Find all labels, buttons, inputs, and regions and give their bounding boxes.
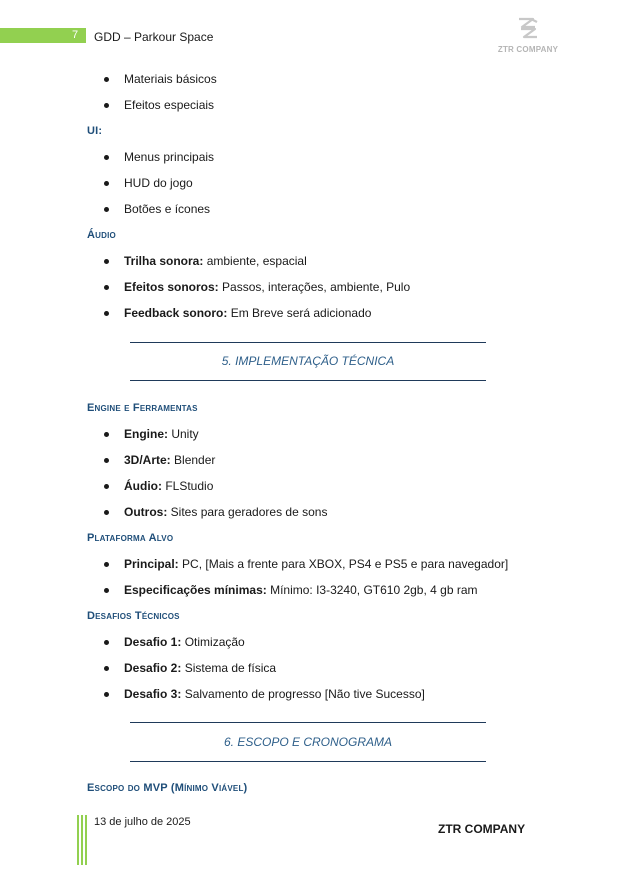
bullet-icon bbox=[104, 510, 109, 515]
bullet-icon bbox=[104, 285, 109, 290]
heading-engine: Engine e Ferramentas bbox=[87, 402, 198, 414]
company-logo bbox=[490, 16, 566, 58]
footer-company: ZTR COMPANY bbox=[438, 822, 526, 836]
bullet-icon bbox=[104, 103, 109, 108]
footer-date: 13 de julho de 2025 bbox=[94, 816, 191, 828]
bullet-icon bbox=[104, 77, 109, 82]
section-rule-bottom bbox=[130, 761, 486, 762]
heading-ui: UI: bbox=[87, 125, 103, 137]
bullet-icon bbox=[104, 311, 109, 316]
document-title: GDD – Parkour Space bbox=[94, 30, 214, 44]
ztr-logo-icon bbox=[513, 16, 543, 40]
logo-text: ZTR COMPANY bbox=[497, 45, 559, 54]
bullet-icon bbox=[104, 588, 109, 593]
heading-mvp: Escopo do MVP (Mínimo Viável) bbox=[87, 782, 248, 794]
bullet-icon bbox=[104, 259, 109, 264]
bullet-icon bbox=[104, 155, 109, 160]
section-title-scope: 6. ESCOPO E CRONOGRAMA bbox=[223, 735, 393, 749]
bullet-icon bbox=[104, 432, 109, 437]
heading-audio: Áudio bbox=[87, 229, 116, 241]
bullet-icon bbox=[104, 207, 109, 212]
bullet-icon bbox=[104, 692, 109, 697]
section-rule-top bbox=[130, 722, 486, 723]
bullet-icon bbox=[104, 640, 109, 645]
section-rule-top bbox=[130, 342, 486, 343]
bullet-icon bbox=[104, 484, 109, 489]
bullet-icon bbox=[104, 181, 109, 186]
section-rule-bottom bbox=[130, 380, 486, 381]
page-number: 7 bbox=[72, 29, 79, 41]
heading-challenges: Desafios Técnicos bbox=[87, 610, 180, 622]
bullet-icon bbox=[104, 458, 109, 463]
footer-accent-bars bbox=[77, 815, 87, 865]
heading-platform: Plataforma Alvo bbox=[87, 532, 174, 544]
bullet-icon bbox=[104, 666, 109, 671]
bullet-icon bbox=[104, 562, 109, 567]
section-title-implementation: 5. IMPLEMENTAÇÃO TÉCNICA bbox=[221, 354, 395, 368]
